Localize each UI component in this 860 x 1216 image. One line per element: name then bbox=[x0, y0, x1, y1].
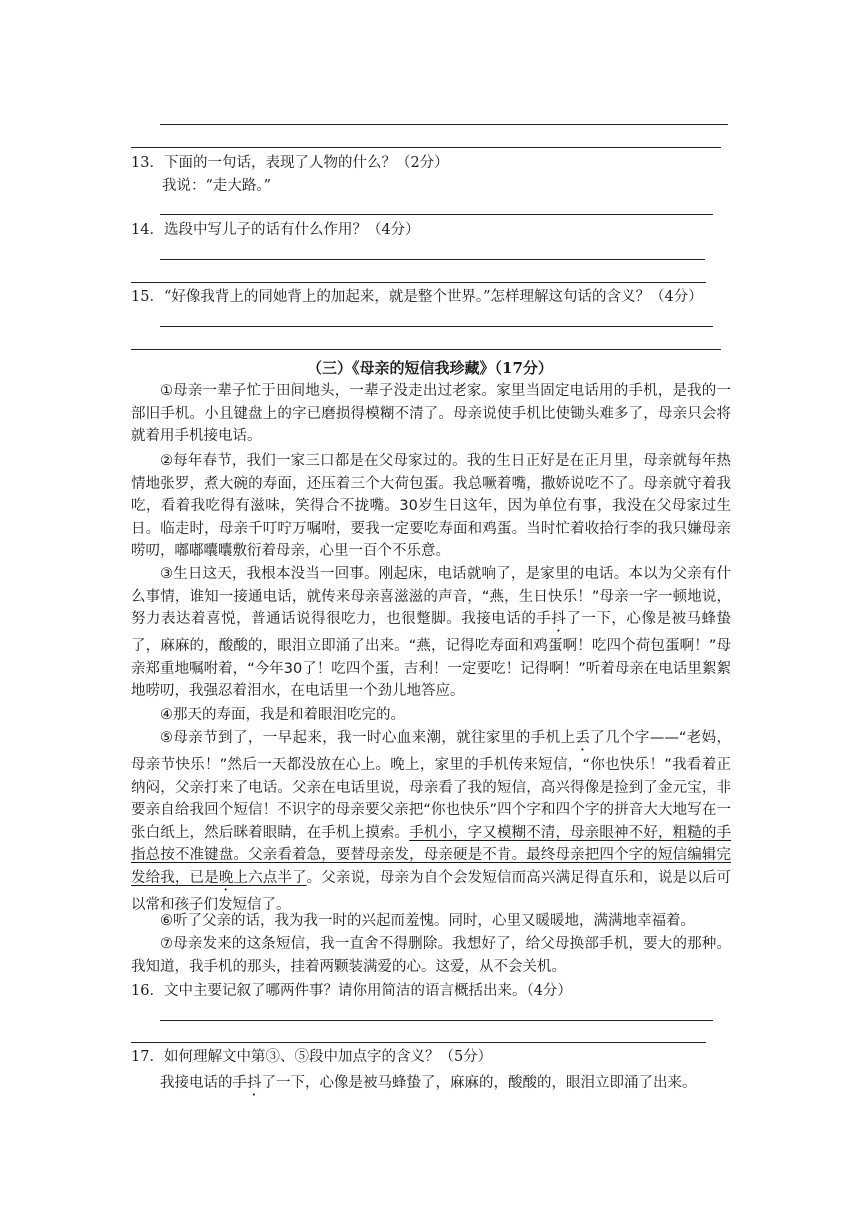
paragraph-3-text-a: ③生日这天，我根本没当一回事。刚起床，电话就响了，是家里的电话。本以为父亲有什么事情，谁知一接通电话，就传来母亲喜滋滋的声音，“燕，生日快乐！”母亲一字一顿地说，努力表达着喜悦，普通话说得很吃力，也很蹩脚。我接电话的手 bbox=[131, 566, 731, 627]
answer-line[interactable] bbox=[131, 1042, 706, 1043]
paragraph-1: ①母亲一辈子忙于田间地头，一辈子没走出过老家。家里当固定电话用的手机，是我的一部旧手机。小且键盘上的字已磨损得模糊不清了。母亲说使手机比使锄头难多了，母亲只会将就着用手机接电话。 bbox=[131, 383, 731, 444]
paragraph-5 bbox=[131, 727, 731, 916]
quote-text-b: 了一下，心像是被马蜂蛰了，麻麻的，酸酸的，眼泪立即涌了出来。 bbox=[261, 1075, 697, 1091]
underlined-sentence-end: 上六点半了 bbox=[233, 869, 307, 886]
answer-line[interactable] bbox=[131, 349, 721, 350]
paragraph-5-text-b: 了几个字——“老妈，母亲节快乐！”然后一天都没放在心上。晚上，家里的手机传来短信，“你也快乐！”我看着正纳闷，父亲打来了电话。父亲在电话里说，母亲看了我的短信，高兴得像是捡到了金元宝，非要亲自给我回个短信！不识字的母亲要父亲把“你也快乐”四个字和四个字的拼音大大地写在一张白纸上，然后眯着眼睛，在手机上摸索。 bbox=[131, 730, 731, 841]
paragraph-2: ②每年春节，我们一家三口都是在父母家过的。我的生日正好是在正月里，母亲就每年热情地张罗，煮大碗的寿面，还压着三个大荷包蛋。我总噘着嘴，撒娇说吃不了。母亲就守着我吃，看着我吃得有滋味，笑得合不拢嘴。30岁生日这年，因为单位有事，我没在父母家过生日。临走时，母亲千叮咛万嘱咐，要我一定要吃寿面和鸡蛋。当时忙着收拾行李的我只嫌母亲唠叨，嘟嘟囔囔敷衍着母亲，心里一百个不乐意。 bbox=[131, 453, 731, 559]
answer-line bbox=[131, 147, 721, 148]
answer-line[interactable] bbox=[160, 1020, 713, 1021]
question-15: 15．“好像我背上的同她背上的加起来，就是整个世界。”怎样理解这句话的含义？（4分） bbox=[131, 289, 703, 305]
question-13-quote: 我说：“走大路。” bbox=[162, 178, 272, 194]
paragraph-5-text-c: 。父亲说，母亲为自个会发短信而高兴满足得直乐和，说是以后可以常和孩子们发短信了。 bbox=[131, 869, 732, 913]
emphasis-char: 抖 bbox=[551, 611, 567, 627]
question-14: 14．选段中写儿子的话有什么作用？（4分） bbox=[131, 222, 420, 238]
paragraph-5-text-a: ⑤母亲节到了，一早起来，我一时心血来潮，就往家里的手机上 bbox=[160, 730, 576, 746]
answer-line[interactable] bbox=[160, 326, 713, 327]
answer-line[interactable] bbox=[131, 282, 706, 283]
question-16: 16．文中主要记叙了哪两件事？请你用简洁的语言概括出来。（4分） bbox=[131, 983, 572, 999]
answer-line bbox=[160, 124, 728, 125]
emphasis-char: 丢 bbox=[575, 730, 591, 746]
paragraph-4: ④那天的寿面，我是和着眼泪吃完的。 bbox=[160, 707, 405, 723]
paragraph-3 bbox=[131, 563, 731, 703]
emphasis-char: 抖 bbox=[247, 1075, 262, 1091]
paragraph-7: ⑦母亲发来的这条短信，我一直舍不得删除。我想好了，给父母换部手机，要大的那种。我知道，我手机的那头，挂着两颗装满爱的心。这爱，从不会关机。 bbox=[131, 936, 731, 975]
paragraph-3-text-b: 了一下，心像是被马蜂蛰了，麻麻的，酸酸的，眼泪立即涌了出来。“燕，记得吃寿面和鸡蛋啊！吃四个荷包蛋啊！”母亲郑重地嘱咐着，“今年30了！吃四个蛋，吉利！一定要吃！记得啊！”听着母亲在电话里絮絮地唠叨，我强忍着泪水，在电话里一个劲儿地答应。 bbox=[131, 611, 732, 699]
section-title: （三）《母亲的短信我珍藏》（17分） bbox=[307, 359, 553, 377]
underlined-sentence: 手机小，字又模糊不清，母亲眼神不好，粗糙的手指总按不准键盘。父亲看着急，要替母亲发，母亲硬是不肯。最终母亲把四个字的短信编辑完发给我，已是 bbox=[131, 824, 732, 886]
question-17-quote bbox=[160, 1071, 697, 1099]
question-17: 17．如何理解文中第③、⑤段中加点字的含义？（5分） bbox=[131, 1049, 493, 1065]
quote-text-a: 我接电话的手 bbox=[160, 1075, 247, 1091]
question-13: 13．下面的一句话，表现了人物的什么？（2分） bbox=[131, 155, 449, 171]
paragraph-6: ⑥听了父亲的话，我为我一时的兴起而羞愧。同时，心里又暖暖地，满满地幸福着。 bbox=[160, 913, 695, 929]
emphasis-char: 晚 bbox=[218, 869, 234, 886]
answer-line[interactable] bbox=[160, 214, 713, 215]
answer-line[interactable] bbox=[160, 259, 705, 260]
